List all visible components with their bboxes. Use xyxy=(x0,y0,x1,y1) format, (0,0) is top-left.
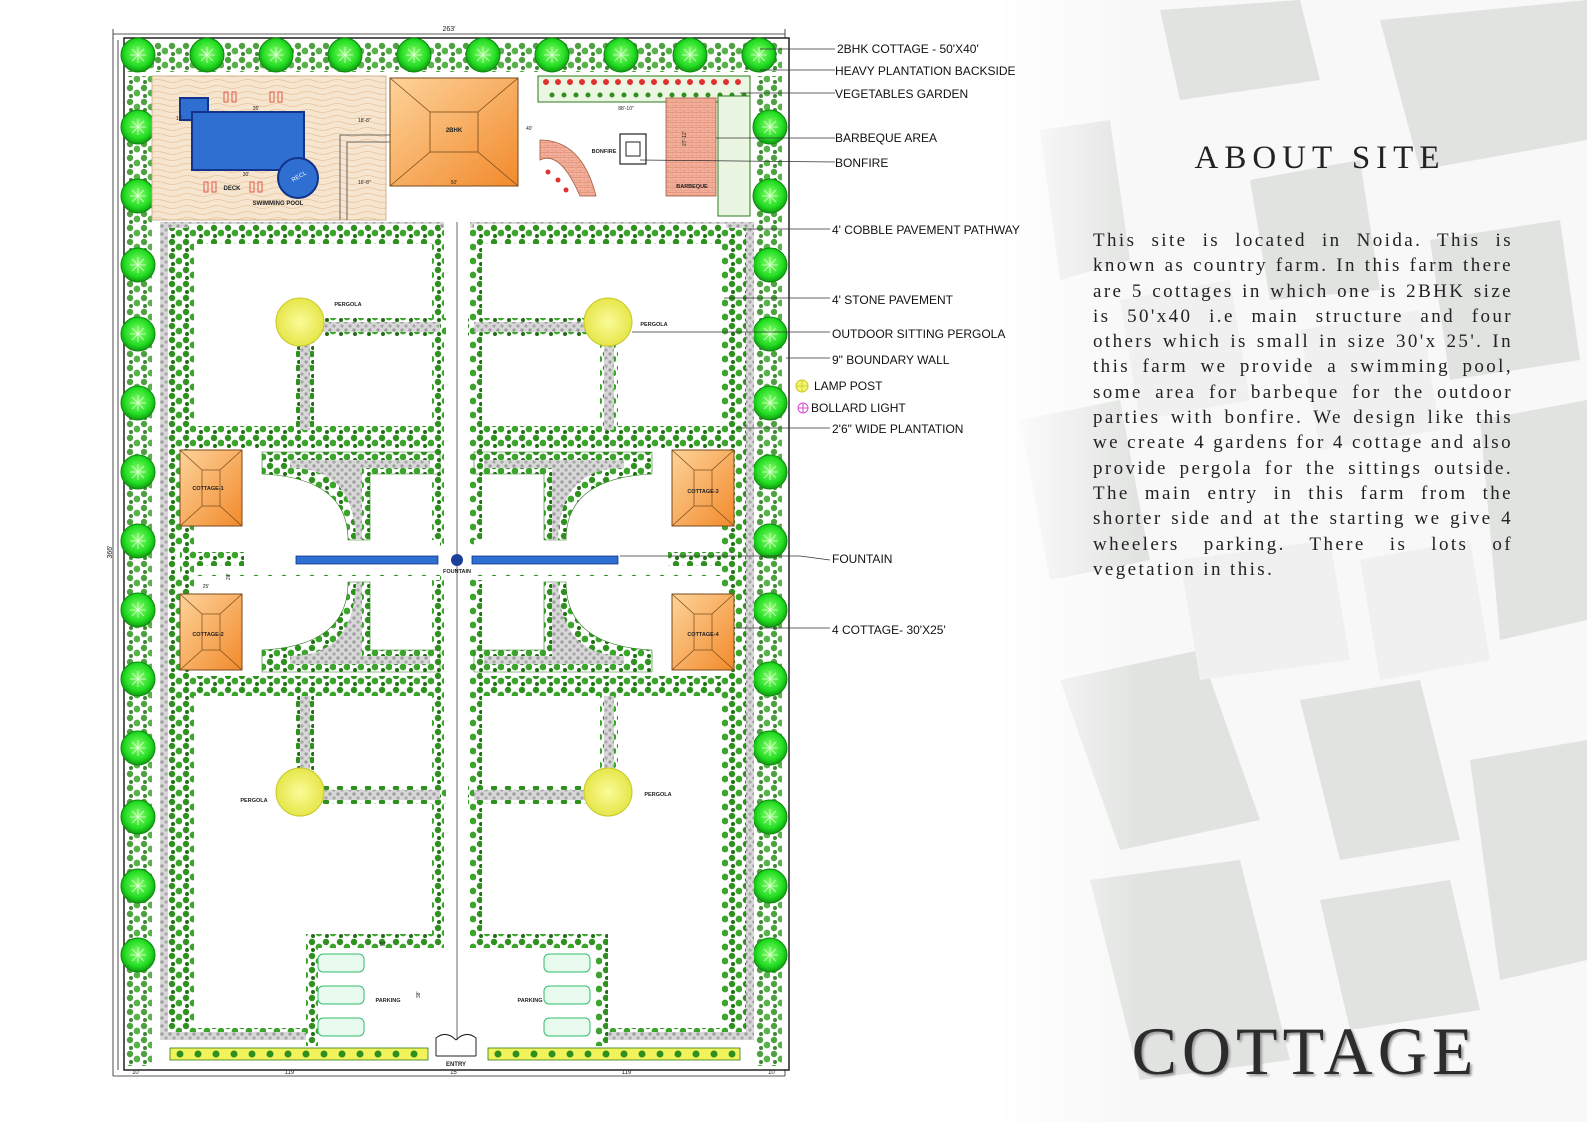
tree-leaf-detail xyxy=(762,533,778,549)
front-shrub xyxy=(585,1051,592,1058)
vegetable-plant xyxy=(675,79,681,85)
tree-leaf-detail xyxy=(130,809,146,825)
path-dim-18: 18'-8" xyxy=(358,118,371,124)
front-shrub xyxy=(729,1051,736,1058)
front-shrub xyxy=(513,1051,520,1058)
bollard-light-icon xyxy=(798,403,808,413)
callout-4-cottage: 4 COTTAGE- 30'X25' xyxy=(832,623,946,637)
bottom-dim-2: 119' xyxy=(284,1070,296,1076)
front-shrub xyxy=(357,1051,364,1058)
tree-leaf-detail xyxy=(762,395,778,411)
front-shrub xyxy=(267,1051,274,1058)
vegetable-plant xyxy=(591,79,597,85)
front-shrub xyxy=(603,1051,610,1058)
bottom-dim-3: 15' xyxy=(450,1070,458,1076)
pool-label: SWIMMING POOL xyxy=(252,201,304,207)
bonfire-label: BONFIRE xyxy=(591,149,617,155)
tree-leaf-detail xyxy=(268,47,284,63)
tree-leaf-detail xyxy=(130,602,146,618)
tree-leaf-detail xyxy=(762,119,778,135)
vegetable-plant xyxy=(543,79,549,85)
fountain xyxy=(296,554,618,566)
vegetable-plant xyxy=(550,93,555,98)
front-lamp-strip-right xyxy=(488,1048,740,1060)
pool-dim-12: 12' xyxy=(176,116,183,122)
tree-leaf-detail xyxy=(130,188,146,204)
tree-leaf-detail xyxy=(130,947,146,963)
front-shrub xyxy=(657,1051,664,1058)
tree-leaf-detail xyxy=(762,464,778,480)
cottage-dim-20: 20' xyxy=(226,573,232,580)
barbeque-label: BARBEQUE xyxy=(676,184,708,190)
vegetable-plant xyxy=(579,79,585,85)
vegetable-plant xyxy=(615,79,621,85)
cottage-3-label: COTTAGE-3 xyxy=(687,489,719,495)
callout-fountain: FOUNTAIN xyxy=(832,552,893,566)
about-site-text: This site is located in Noida. This is known as country farm. In this farm there are 5 cottages in which one is 2BHK size is 50'x40 i.e main structure and four others which is small in size 30'x 25'. In this farm we provide a swimming pool, some area for barbeque for the outdoor parties with bonfire. We design like this we create 4 gardens for 4 cottage and also provide pergola for the sittings outside. The main entry in this farm from the shorter side and at the starting we give 4 wheelers parking. There is lots of vegetation in this. xyxy=(1093,230,1513,580)
tree-leaf-detail xyxy=(762,602,778,618)
tree-leaf-detail xyxy=(337,47,353,63)
vegetable-plant xyxy=(646,93,651,98)
bottom-dim-4: 119' xyxy=(621,1070,633,1076)
pergola-top-right xyxy=(584,298,632,346)
front-shrub xyxy=(549,1051,556,1058)
front-shrub xyxy=(531,1051,538,1058)
front-shrub xyxy=(339,1051,346,1058)
pool-dim-35: 35' xyxy=(252,106,260,112)
tree-leaf-detail xyxy=(475,47,491,63)
front-shrub xyxy=(393,1051,400,1058)
fountain-label: FOUNTAIN xyxy=(442,569,472,575)
tree-leaf-detail xyxy=(130,740,146,756)
vegetable-plant xyxy=(627,79,633,85)
vegetable-plant xyxy=(723,79,729,85)
tree-leaf-detail xyxy=(762,878,778,894)
callout-bollard-light: BOLLARD LIGHT xyxy=(811,401,906,415)
cottage-dim-25: 25' xyxy=(202,584,210,590)
palm-strip-left xyxy=(126,76,152,1066)
vegetable-plant xyxy=(603,79,609,85)
front-shrub xyxy=(285,1051,292,1058)
cottage-2-label: COTTAGE-2 xyxy=(192,632,224,638)
pergola-label-3: PERGOLA xyxy=(240,798,268,804)
pool-dim-30: 30' xyxy=(242,172,250,178)
tree-leaf-detail xyxy=(130,119,146,135)
front-shrub xyxy=(495,1051,502,1058)
cottage-1-label: COTTAGE-1 xyxy=(192,486,224,492)
parking-label-left: PARKING xyxy=(375,998,401,1004)
callout-heavy-plantation: HEAVY PLANTATION BACKSIDE xyxy=(835,64,1016,78)
recl-label: RECL xyxy=(291,170,308,184)
bhk-dim-50: 50' xyxy=(450,180,458,186)
tree-leaf-detail xyxy=(130,326,146,342)
tree-leaf-detail xyxy=(613,47,629,63)
tree-leaf-detail xyxy=(682,47,698,63)
bbq-dim-27: 27'-11" xyxy=(682,130,688,146)
barbeque-area xyxy=(666,98,716,196)
callout-2bhk: 2BHK COTTAGE - 50'X40' xyxy=(837,42,979,56)
front-shrub xyxy=(249,1051,256,1058)
side-hedge-right xyxy=(668,552,732,566)
vegetable-plant xyxy=(634,93,639,98)
front-shrub xyxy=(711,1051,718,1058)
tree-leaf-detail xyxy=(406,47,422,63)
vegetable-plant xyxy=(694,93,699,98)
tree-leaf-detail xyxy=(130,533,146,549)
front-shrub xyxy=(195,1051,202,1058)
vegetable-plant xyxy=(610,93,615,98)
pergola-bottom-right xyxy=(584,768,632,816)
tree-leaf-detail xyxy=(130,47,146,63)
sheet-title: COTTAGE xyxy=(1131,1013,1479,1089)
vegetable-plant xyxy=(598,93,603,98)
front-shrub xyxy=(567,1051,574,1058)
vegetable-plant xyxy=(711,79,717,85)
pergola-top-left xyxy=(276,298,324,346)
bonfire xyxy=(620,134,646,164)
front-shrub xyxy=(231,1051,238,1058)
front-shrub xyxy=(375,1051,382,1058)
cottage-4-label: COTTAGE-4 xyxy=(687,632,719,638)
vegetable-plant xyxy=(706,93,711,98)
site-plan xyxy=(107,26,789,1076)
pergola-bottom-left xyxy=(276,768,324,816)
deck-label: DECK xyxy=(223,186,241,192)
vegetable-plant xyxy=(670,93,675,98)
tree-leaf-detail xyxy=(751,47,767,63)
tree-leaf-detail xyxy=(762,809,778,825)
bhk-dim-40: 40' xyxy=(526,126,533,132)
vegetable-plant xyxy=(586,93,591,98)
lamp-post-icon xyxy=(796,380,808,392)
front-shrub xyxy=(693,1051,700,1058)
vegetable-plant xyxy=(651,79,657,85)
callout-stone-pavement: 4' STONE PAVEMENT xyxy=(832,293,953,307)
front-shrub xyxy=(411,1051,418,1058)
tree-leaf-detail xyxy=(130,671,146,687)
callout-boundary-wall: 9" BOUNDARY WALL xyxy=(832,353,950,367)
bhk-label: 2BHK xyxy=(445,128,463,134)
bottom-dim-5: 10' xyxy=(768,1070,776,1076)
bbq-dim-88: 88'-10" xyxy=(618,106,634,112)
vegetable-plant xyxy=(699,79,705,85)
cottage-3 xyxy=(672,450,734,526)
front-shrub xyxy=(303,1051,310,1058)
side-hedge-left xyxy=(180,552,244,566)
tree-leaf-detail xyxy=(130,878,146,894)
callout-lamp-post: LAMP POST xyxy=(814,379,883,393)
vegetable-plant xyxy=(687,79,693,85)
vegetable-plant xyxy=(555,79,561,85)
pergola-label-2: PERGOLA xyxy=(640,322,668,328)
tree-leaf-detail xyxy=(762,257,778,273)
front-shrub xyxy=(639,1051,646,1058)
bottom-dim-1: 10' xyxy=(132,1070,140,1076)
overall-length-dim: 366' xyxy=(107,545,114,559)
vegetable-plant xyxy=(639,79,645,85)
tree-leaf-detail xyxy=(130,395,146,411)
tree-leaf-detail xyxy=(762,671,778,687)
front-shrub xyxy=(621,1051,628,1058)
parking-label-right: PARKING xyxy=(517,998,543,1004)
front-shrub xyxy=(675,1051,682,1058)
vegetable-plant xyxy=(663,79,669,85)
vegetable-plant xyxy=(562,93,567,98)
bottom-dimensions xyxy=(132,1070,776,1076)
about-site-heading: ABOUT SITE xyxy=(1194,140,1446,176)
callout-barbeque: BARBEQUE AREA xyxy=(835,131,938,145)
callout-cobble-path: 4' COBBLE PAVEMENT PATHWAY xyxy=(832,223,1020,237)
vegetable-garden-side xyxy=(718,96,750,216)
vegetable-plant xyxy=(567,79,573,85)
vegetable-plant xyxy=(658,93,663,98)
vegetable-plant xyxy=(622,93,627,98)
palm-strip-right xyxy=(756,76,782,1066)
pergola-label-4: PERGOLA xyxy=(644,792,672,798)
tree-leaf-detail xyxy=(762,326,778,342)
parking-dim-38: 38' xyxy=(416,991,422,998)
tree-leaf-detail xyxy=(544,47,560,63)
tree-leaf-detail xyxy=(762,947,778,963)
front-shrub xyxy=(213,1051,220,1058)
tree-leaf-detail xyxy=(130,257,146,273)
tree-leaf-detail xyxy=(199,47,215,63)
tree-leaf-detail xyxy=(130,464,146,480)
callout-pergola: OUTDOOR SITTING PERGOLA xyxy=(832,327,1006,341)
pergola-label-1: PERGOLA xyxy=(334,302,362,308)
tree-leaf-detail xyxy=(762,740,778,756)
vegetable-plant xyxy=(682,93,687,98)
callout-bonfire: BONFIRE xyxy=(835,156,889,170)
vegetable-plant xyxy=(574,93,579,98)
front-lamp-strip-left xyxy=(170,1048,428,1060)
path-dim-16: 16'-8" xyxy=(358,180,371,186)
vegetable-plant xyxy=(735,79,741,85)
tree-leaf-detail xyxy=(762,188,778,204)
overall-width-dim: 263' xyxy=(442,26,456,33)
callout-vegetables: VEGETABLES GARDEN xyxy=(835,87,969,101)
callout-plantation: 2'6" WIDE PLANTATION xyxy=(832,422,964,436)
parking-dim-50: 50' xyxy=(379,942,387,948)
front-shrub xyxy=(321,1051,328,1058)
entry-label: ENTRY xyxy=(445,1062,467,1068)
front-shrub xyxy=(177,1051,184,1058)
